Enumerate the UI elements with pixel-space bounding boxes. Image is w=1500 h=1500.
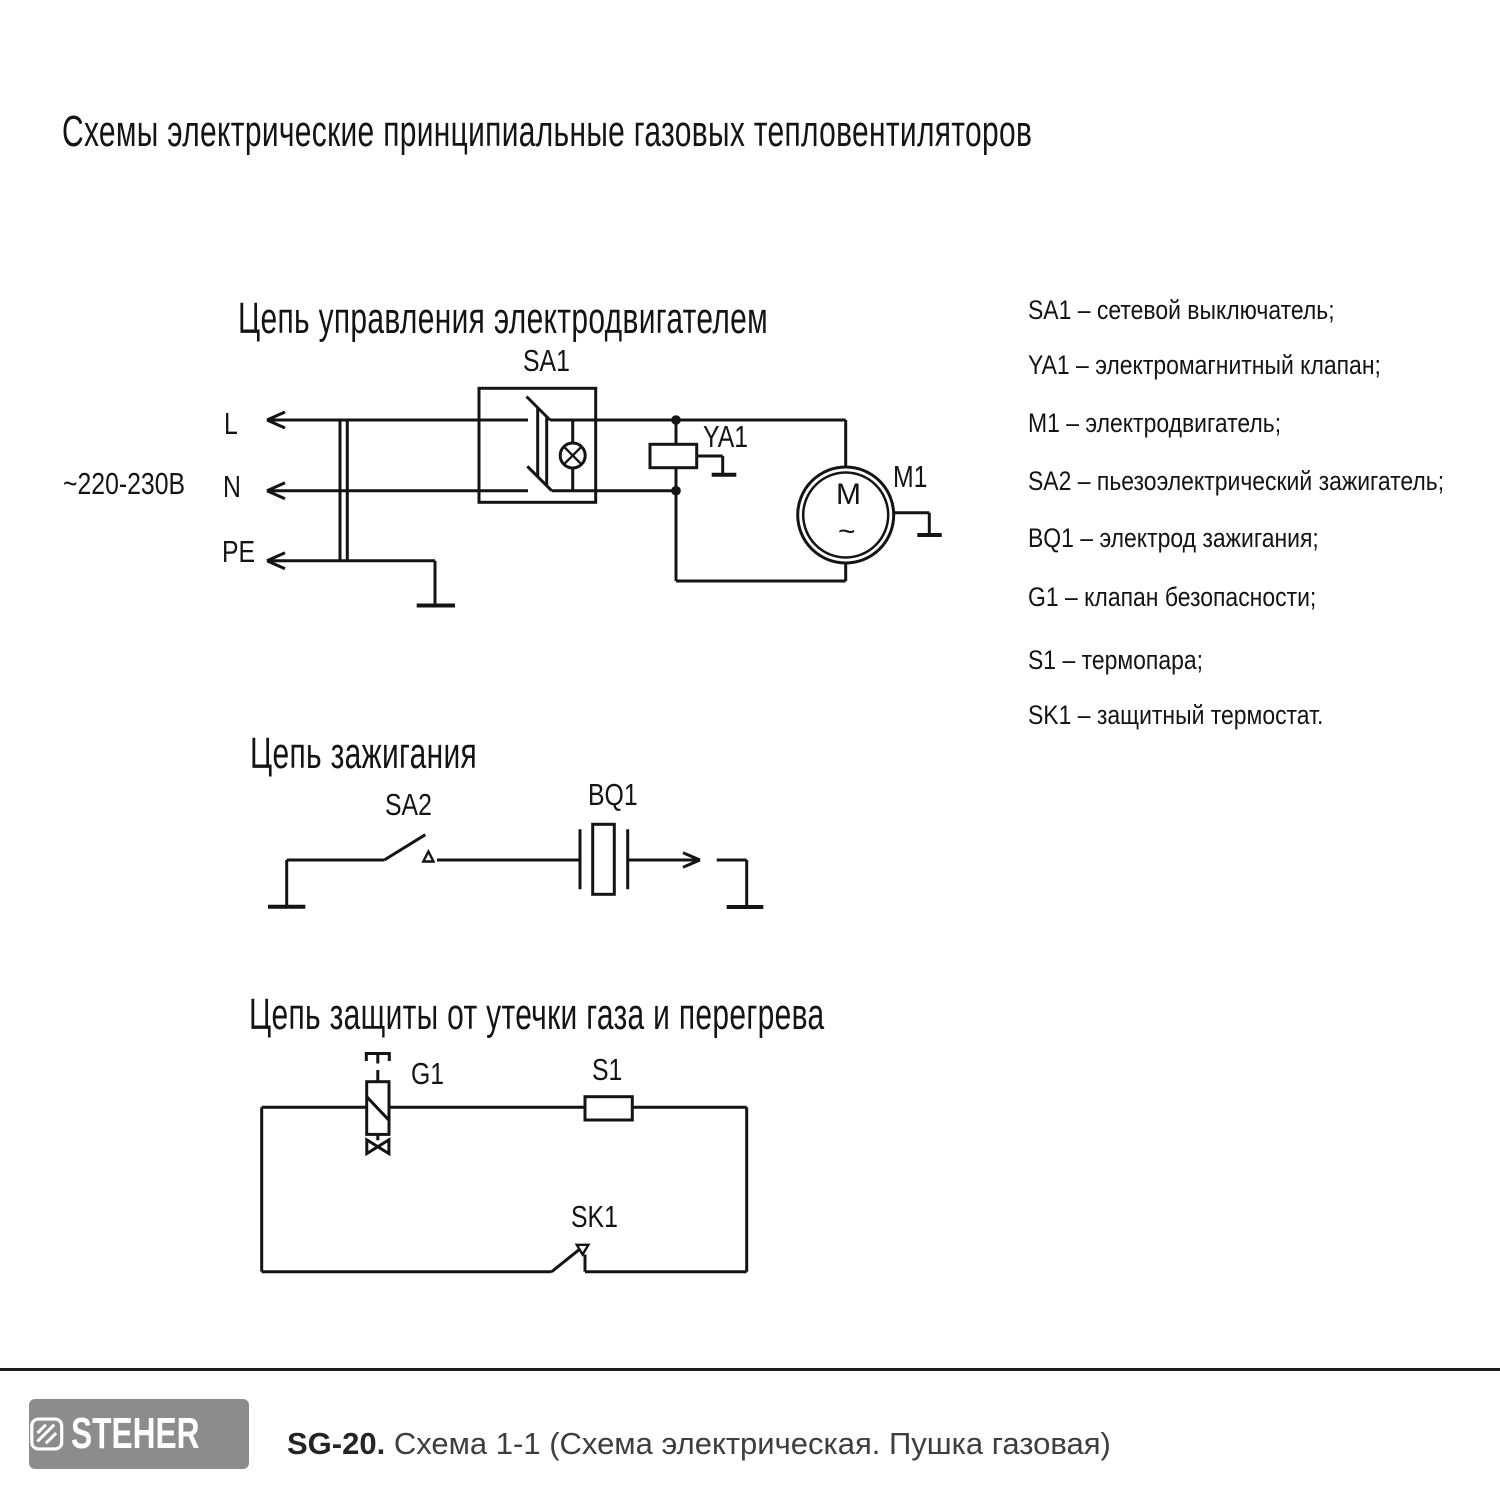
bq1-electrode-symbol bbox=[580, 824, 628, 894]
page-title: Схемы электрические принципиальные газовых тепловентиляторов bbox=[62, 107, 1033, 156]
terminal-pe-label: PE bbox=[222, 534, 256, 569]
sk1-thermostat-symbol bbox=[552, 1245, 589, 1272]
footer-caption-line bbox=[287, 1426, 1111, 1462]
motor-ground-icon bbox=[894, 513, 942, 535]
gas-valve-bowtie-icon bbox=[367, 1140, 389, 1154]
sk1-label: SK1 bbox=[571, 1199, 618, 1234]
ya1-ground-icon bbox=[697, 456, 737, 475]
m1-label: M1 bbox=[893, 459, 928, 494]
terminal-n-label: N bbox=[223, 469, 241, 504]
terminal-l-label: L bbox=[224, 406, 238, 441]
motor-circuit-title: Цепь управления электродвигателем bbox=[238, 294, 769, 343]
legend-item-m1: M1 – электродвигатель; bbox=[1028, 408, 1282, 438]
s1-label: S1 bbox=[592, 1052, 623, 1087]
motor-ac-sign: ~ bbox=[838, 515, 856, 548]
steher-logo-icon bbox=[29, 1415, 65, 1453]
ignition-circuit-title: Цепь зажигания bbox=[250, 729, 478, 778]
s1-thermocouple-symbol bbox=[585, 1097, 632, 1120]
bq1-label: BQ1 bbox=[588, 777, 638, 812]
legend-item-ya1: YA1 – электромагнитный клапан; bbox=[1028, 350, 1381, 380]
sa1-switch-symbol bbox=[479, 388, 596, 502]
legend-item-sa2: SA2 – пьезоэлектрический зажигатель; bbox=[1028, 466, 1445, 496]
right-ground-icon bbox=[717, 860, 764, 907]
protection-circuit-linework bbox=[262, 1054, 747, 1272]
voltage-label: ~220-230В bbox=[63, 466, 186, 501]
legend-item-sk1: SK1 – защитный термостат. bbox=[1028, 700, 1324, 730]
sa1-label: SA1 bbox=[523, 343, 570, 378]
legend-item-bq1: BQ1 – электрод зажигания; bbox=[1028, 523, 1319, 553]
loop-wires bbox=[262, 1107, 747, 1271]
footer-divider bbox=[0, 1368, 1500, 1371]
steher-logo bbox=[29, 1399, 249, 1469]
motor-letter: M bbox=[836, 478, 861, 511]
wire-pe bbox=[267, 561, 435, 604]
left-ground-icon bbox=[268, 860, 305, 907]
g1-safety-valve-symbol bbox=[366, 1054, 389, 1154]
indicator-lamp-icon bbox=[560, 420, 585, 491]
g1-label: G1 bbox=[411, 1056, 445, 1091]
footer-model: SG-20. bbox=[287, 1426, 386, 1461]
ignition-circuit-linework bbox=[268, 824, 763, 907]
footer-caption: Схема 1-1 (Схема электрическая. Пушка газовая) bbox=[393, 1426, 1111, 1461]
legend-item-sa1: SA1 – сетевой выключатель; bbox=[1028, 295, 1335, 325]
legend-item-s1: S1 – термопара; bbox=[1028, 645, 1204, 675]
legend-item-g1: G1 – клапан безопасности; bbox=[1028, 582, 1317, 612]
ya1-label: YA1 bbox=[703, 419, 749, 454]
sa2-label: SA2 bbox=[385, 787, 432, 822]
steher-logo-text: STEHER bbox=[70, 1409, 200, 1458]
protection-circuit-title: Цепь защиты от утечки газа и перегрева bbox=[249, 990, 825, 1039]
sa2-igniter-symbol bbox=[384, 835, 433, 862]
